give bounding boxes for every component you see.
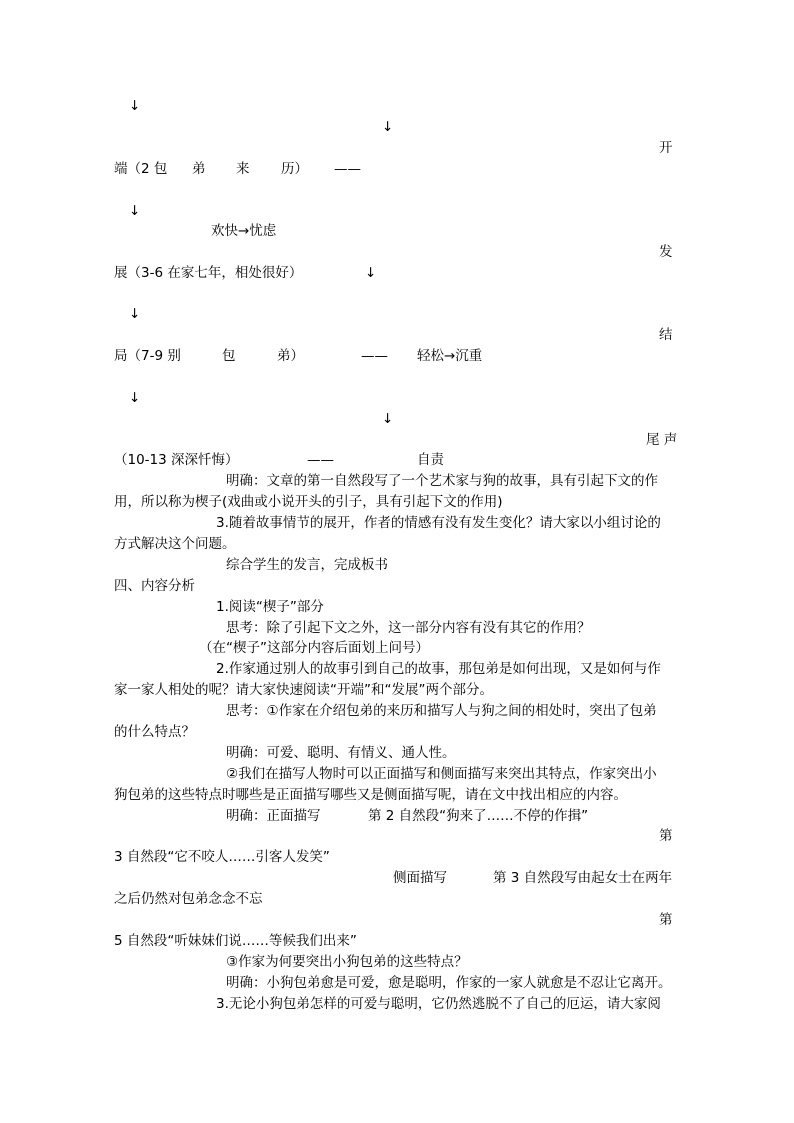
- paragraph-line: 第: [659, 912, 673, 928]
- paragraph-line: 2.作家通过别人的故事引到自己的故事，那包弟是如何出现，又是如何与作: [216, 661, 661, 677]
- paragraph-line: ③作家为何要突出小狗包弟的这些特点？: [226, 954, 468, 970]
- down-arrow-icon: ↓: [365, 265, 377, 281]
- paragraph-line: 第: [659, 828, 673, 844]
- section-label-fa: 发: [659, 244, 673, 260]
- section-fazhan-label: 展（3-6 在家七年，相处很好）: [114, 265, 303, 281]
- section-kaiduan-label: 历）: [281, 161, 308, 177]
- dash-connector: ——: [361, 348, 388, 364]
- paragraph-line: （在“楔子”这部分内容后面划上问号）: [199, 640, 429, 656]
- paragraph-line: 狗包弟的这些特点时哪些是正面描写哪些又是侧面描写呢，请在文中找出相应的内容。: [114, 787, 627, 803]
- section-label-weisheng: 尾 声: [646, 432, 678, 448]
- paragraph-line: 侧面描写: [393, 870, 447, 886]
- section-label-jie: 结: [659, 327, 673, 343]
- paragraph-line: 家一家人相处的呢？请大家快速阅读“开端”和“发展”两个部分。: [114, 682, 493, 698]
- down-arrow-icon: ↓: [382, 119, 394, 135]
- down-arrow-icon: ↓: [129, 203, 141, 219]
- section-jieju-label: 局（7-9 别: [114, 348, 181, 364]
- section-kaiduan-label: 端（2 包: [114, 161, 168, 177]
- paragraph-line: ②我们在描写人物时可以正面描写和侧面描写来突出其特点，作家突出小: [226, 766, 657, 782]
- section-kaiduan-label: 来: [236, 161, 250, 177]
- section-heading: 四、内容分析: [114, 578, 195, 594]
- mood-label: 欢快→忧虑: [211, 223, 277, 239]
- dash-connector: ——: [307, 452, 334, 468]
- paragraph-line: 明确：文章的第一自然段写了一个艺术家与狗的故事，具有引起下文的作: [226, 473, 658, 489]
- section-jieju-label: 包: [222, 348, 236, 364]
- paragraph-line: 之后仍然对包弟念念不忘: [114, 891, 263, 907]
- paragraph-line: 用，所以称为楔子(戏曲或小说开头的引子，具有引起下文的作用): [114, 494, 503, 510]
- paragraph-line: 明确：可爱、聪明、有情义、通人性。: [226, 745, 456, 761]
- paragraph-line: 3.无论小狗包弟怎样的可爱与聪明，它仍然逃脱不了自己的厄运，请大家阅: [216, 996, 661, 1012]
- section-label-kai: 开: [659, 140, 673, 156]
- paragraph-line: 1.阅读“楔子”部分: [216, 599, 324, 615]
- mood-label: 自责: [417, 452, 444, 468]
- down-arrow-icon: ↓: [129, 390, 141, 406]
- paragraph-line: 思考：①作家在介绍包弟的来历和描写人与狗之间的相处时，突出了包弟: [226, 703, 657, 719]
- down-arrow-icon: ↓: [129, 98, 141, 114]
- paragraph-line: 第 3 自然段写由起女士在两年: [493, 870, 673, 886]
- paragraph-line: 明确：正面描写: [226, 808, 321, 824]
- paragraph-line: 的什么特点？: [114, 724, 195, 740]
- dash-connector: ——: [334, 161, 361, 177]
- down-arrow-icon: ↓: [382, 411, 394, 427]
- paragraph-line: 第 2 自然段“狗来了……不停的作揖”: [368, 808, 589, 824]
- section-jieju-label: 弟）: [277, 348, 304, 364]
- paragraph-line: 3.随着故事情节的展开，作者的情感有没有发生变化？请大家以小组讨论的: [216, 515, 661, 531]
- paragraph-line: 思考：除了引起下文之外，这一部分内容有没有其它的作用？: [226, 620, 591, 636]
- paragraph-line: 3 自然段“它不咬人……引客人发笑”: [114, 849, 330, 865]
- section-kaiduan-label: 弟: [192, 161, 206, 177]
- down-arrow-icon: ↓: [129, 306, 141, 322]
- paragraph-line: 5 自然段“听妹妹们说……等候我们出来”: [114, 933, 357, 949]
- paragraph-line: 综合学生的发言，完成板书: [226, 557, 388, 573]
- paragraph-line: 明确：小狗包弟愈是可爱，愈是聪明，作家的一家人就愈是不忍让它离开。: [226, 975, 672, 991]
- section-coda-label: （10-13 深深忏悔）: [114, 452, 239, 468]
- paragraph-line: 方式解决这个问题。: [114, 536, 236, 552]
- mood-label: 轻松→沉重: [417, 348, 483, 364]
